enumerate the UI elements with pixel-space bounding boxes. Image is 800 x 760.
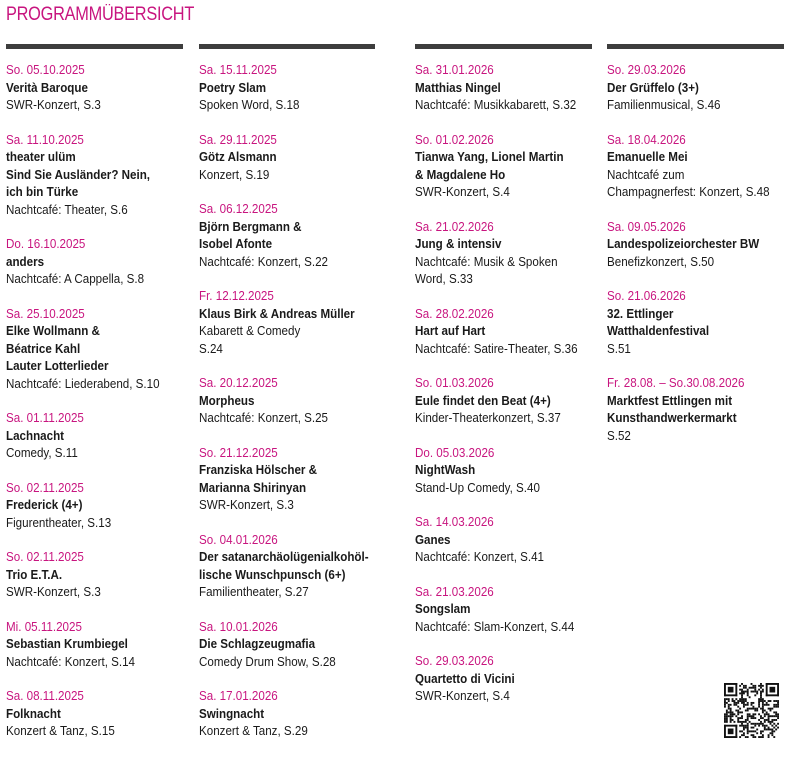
event-title: Poetry Slam xyxy=(199,79,267,95)
event-date: Sa. 10.01.2026 xyxy=(199,618,278,634)
event-title: Swingnacht xyxy=(199,705,265,721)
event-title: Watthaldenfestival xyxy=(607,323,710,338)
event-title: Hart auf Hart xyxy=(415,323,486,338)
event-title: anders xyxy=(6,253,45,269)
event-entry xyxy=(415,61,577,114)
event-entry xyxy=(415,374,571,427)
event-title: Eule findet den Beat (4+) xyxy=(415,392,551,408)
event-date: Sa. 06.12.2025 xyxy=(199,201,278,216)
event-title: Verità Baroque xyxy=(6,79,88,95)
event-description: Konzert, S.19 xyxy=(199,166,270,182)
event-title: Lachnacht xyxy=(6,427,65,443)
event-entry xyxy=(607,218,763,271)
event-entry xyxy=(6,131,162,219)
event-description: S.52 xyxy=(607,427,631,443)
event-title: Isobel Afonte xyxy=(199,236,273,251)
event-date: Do. 05.03.2026 xyxy=(415,444,495,460)
event-title: Frederick (4+) xyxy=(6,497,83,512)
event-title: Landespolizeiorchester BW xyxy=(607,236,760,251)
column-rule xyxy=(199,44,375,49)
event-description: Konzert & Tanz, S.15 xyxy=(6,723,115,738)
event-entry xyxy=(199,531,369,601)
event-description: Spoken Word, S.18 xyxy=(199,97,300,112)
event-description: SWR-Konzert, S.3 xyxy=(199,497,294,512)
event-description: Nachtcafé: Konzert, S.14 xyxy=(6,653,136,669)
event-entry xyxy=(199,61,354,114)
event-title: Béatrice Kahl xyxy=(6,340,81,356)
event-description: Comedy, S.11 xyxy=(6,445,78,460)
event-description: S.24 xyxy=(199,340,223,356)
event-date: So. 05.10.2025 xyxy=(6,62,85,77)
event-date: Sa. 21.02.2026 xyxy=(415,218,494,234)
event-date: Sa. 08.11.2025 xyxy=(6,688,84,703)
event-description: Comedy Drum Show, S.28 xyxy=(199,653,336,669)
event-title: ich bin Türke xyxy=(6,184,79,199)
event-date: Sa. 14.03.2026 xyxy=(415,514,494,529)
event-title: Tianwa Yang, Lionel Martin xyxy=(415,149,564,164)
column-entries xyxy=(6,61,162,740)
event-entry xyxy=(415,305,578,358)
event-description: SWR-Konzert, S.4 xyxy=(415,688,510,703)
event-title: Quartetto di Vicini xyxy=(415,670,515,686)
event-entry xyxy=(607,374,763,444)
event-title: Songslam xyxy=(415,601,471,616)
event-title: Sebastian Krumbiegel xyxy=(6,636,128,651)
event-entry xyxy=(199,618,354,671)
event-description: Familientheater, S.27 xyxy=(199,584,309,599)
event-title: NightWash xyxy=(415,462,476,477)
event-title: Lauter Lotterlieder xyxy=(6,358,109,373)
event-date: Sa. 17.01.2026 xyxy=(199,688,278,703)
event-description: SWR-Konzert, S.3 xyxy=(6,584,101,599)
event-title: 32. Ettlinger xyxy=(607,305,674,321)
event-entry xyxy=(6,687,162,740)
event-date: So. 01.02.2026 xyxy=(415,131,494,147)
event-date: So. 01.03.2026 xyxy=(415,375,494,390)
event-date: Sa. 11.10.2025 xyxy=(6,131,84,147)
event-date: Fr. 12.12.2025 xyxy=(199,288,274,303)
event-description: S.51 xyxy=(607,340,631,356)
event-entry xyxy=(6,479,162,532)
event-title: Sind Sie Ausländer? Nein, xyxy=(6,166,151,182)
event-date: So. 02.11.2025 xyxy=(6,479,84,495)
event-description: SWR-Konzert, S.4 xyxy=(415,184,510,199)
event-title: Morpheus xyxy=(199,392,255,408)
event-description: Figurentheater, S.13 xyxy=(6,514,112,530)
event-title: Klaus Birk & Andreas Müller xyxy=(199,305,355,321)
event-title: lische Wunschpunsch (6+) xyxy=(199,566,346,582)
event-date: Sa. 29.11.2025 xyxy=(199,131,277,147)
event-description: Nachtcafé: Konzert, S.25 xyxy=(199,410,329,425)
event-date: Sa. 01.11.2025 xyxy=(6,410,84,425)
event-title: theater ulüm xyxy=(6,149,76,164)
event-date: So. 02.11.2025 xyxy=(6,549,84,564)
event-title: & Magdalene Ho xyxy=(415,166,506,182)
event-description: Stand-Up Comedy, S.40 xyxy=(415,479,540,495)
event-entry xyxy=(199,200,354,270)
event-entry xyxy=(199,687,354,740)
page-title: PROGRAMMÜBERSICHT xyxy=(6,4,195,25)
event-description: Kinder-Theaterkonzert, S.37 xyxy=(415,410,561,425)
event-description: Nachtcafé: Satire-Theater, S.36 xyxy=(415,340,578,356)
event-date: Sa. 31.01.2026 xyxy=(415,62,494,77)
event-title: Götz Alsmann xyxy=(199,149,277,164)
event-date: So. 21.12.2025 xyxy=(199,444,278,460)
column-rule xyxy=(607,44,784,49)
event-entry xyxy=(415,218,571,288)
event-entry xyxy=(415,583,575,636)
program-column-1 xyxy=(6,44,183,757)
event-description: SWR-Konzert, S.3 xyxy=(6,97,101,112)
column-entries xyxy=(607,61,770,444)
column-entries xyxy=(199,61,369,740)
event-entry xyxy=(415,513,571,566)
event-description: Nachtcafé: Musik & Spoken xyxy=(415,253,558,269)
event-date: So. 29.03.2026 xyxy=(607,62,686,77)
event-entry xyxy=(199,131,354,184)
event-date: Sa. 15.11.2025 xyxy=(199,62,277,77)
event-entry xyxy=(6,548,162,601)
event-entry xyxy=(607,61,763,114)
event-description: Benefizkonzert, S.50 xyxy=(607,253,715,269)
event-entry xyxy=(6,235,162,288)
event-title: Emanuelle Mei xyxy=(607,149,688,164)
event-title: Björn Bergmann & xyxy=(199,218,302,234)
event-description: Nachtcafé: A Cappella, S.8 xyxy=(6,271,145,286)
event-entry xyxy=(6,61,162,114)
event-title: Franziska Hölscher & xyxy=(199,462,318,477)
column-rule xyxy=(6,44,183,49)
event-title: Elke Wollmann & xyxy=(6,323,100,338)
column-rule xyxy=(415,44,592,49)
event-date: Sa. 20.12.2025 xyxy=(199,375,278,390)
event-entry xyxy=(415,131,571,201)
event-description: Nachtcafé: Konzert, S.41 xyxy=(415,549,545,564)
event-description: Word, S.33 xyxy=(415,271,473,286)
event-date: Mi. 05.11.2025 xyxy=(6,618,82,634)
event-entry xyxy=(6,305,162,393)
event-title: Der Grüffelo (3+) xyxy=(607,79,699,95)
event-date: So. 29.03.2026 xyxy=(415,653,494,668)
event-description: Nachtcafé: Konzert, S.22 xyxy=(199,253,329,269)
program-column-4 xyxy=(607,44,784,461)
event-date: Sa. 18.04.2026 xyxy=(607,131,686,147)
event-description: Konzert & Tanz, S.29 xyxy=(199,723,308,738)
event-date: Fr. 28.08. – So.30.08.2026 xyxy=(607,375,745,390)
event-entry xyxy=(6,618,162,671)
event-date: Sa. 21.03.2026 xyxy=(415,583,494,599)
event-title: Kunsthandwerkermarkt xyxy=(607,410,737,425)
event-date: Sa. 28.02.2026 xyxy=(415,305,494,321)
event-entry xyxy=(415,652,571,705)
event-description: Familienmusical, S.46 xyxy=(607,97,721,112)
program-column-2 xyxy=(199,44,375,757)
event-title: Jung & intensiv xyxy=(415,236,502,251)
event-title: Ganes xyxy=(415,531,451,547)
event-entry xyxy=(6,409,162,462)
event-title: Folknacht xyxy=(6,705,61,721)
event-title: Die Schlagzeugmafia xyxy=(199,636,316,651)
qr-code-icon[interactable] xyxy=(724,683,779,738)
event-description: Nachtcafé: Musikkabarett, S.32 xyxy=(415,97,577,112)
event-date: So. 04.01.2026 xyxy=(199,531,278,547)
event-date: So. 21.06.2026 xyxy=(607,288,686,303)
event-description: Nachtcafé: Liederabend, S.10 xyxy=(6,375,160,391)
event-description: Nachtcafé zum xyxy=(607,166,685,182)
event-entry xyxy=(199,287,354,357)
event-date: Sa. 09.05.2026 xyxy=(607,218,686,234)
event-entry xyxy=(607,287,763,357)
event-description: Champagnerfest: Konzert, S.48 xyxy=(607,184,770,199)
event-title: Trio E.T.A. xyxy=(6,566,63,582)
event-entry xyxy=(199,444,354,514)
event-description: Nachtcafé: Theater, S.6 xyxy=(6,201,128,217)
event-entry xyxy=(607,131,770,201)
event-description: Kabarett & Comedy xyxy=(199,323,301,338)
event-title: Marktfest Ettlingen mit xyxy=(607,392,733,408)
event-title: Matthias Ningel xyxy=(415,79,501,95)
event-title: Der satanarchäolügenialkohöl- xyxy=(199,549,369,564)
event-entry xyxy=(415,444,571,497)
event-date: Do. 16.10.2025 xyxy=(6,236,86,251)
column-entries xyxy=(415,61,578,705)
program-column-3 xyxy=(415,44,592,722)
event-entry xyxy=(199,374,354,427)
event-title: Marianna Shirinyan xyxy=(199,479,307,495)
event-description: Nachtcafé: Slam-Konzert, S.44 xyxy=(415,618,575,634)
event-date: Sa. 25.10.2025 xyxy=(6,305,85,321)
